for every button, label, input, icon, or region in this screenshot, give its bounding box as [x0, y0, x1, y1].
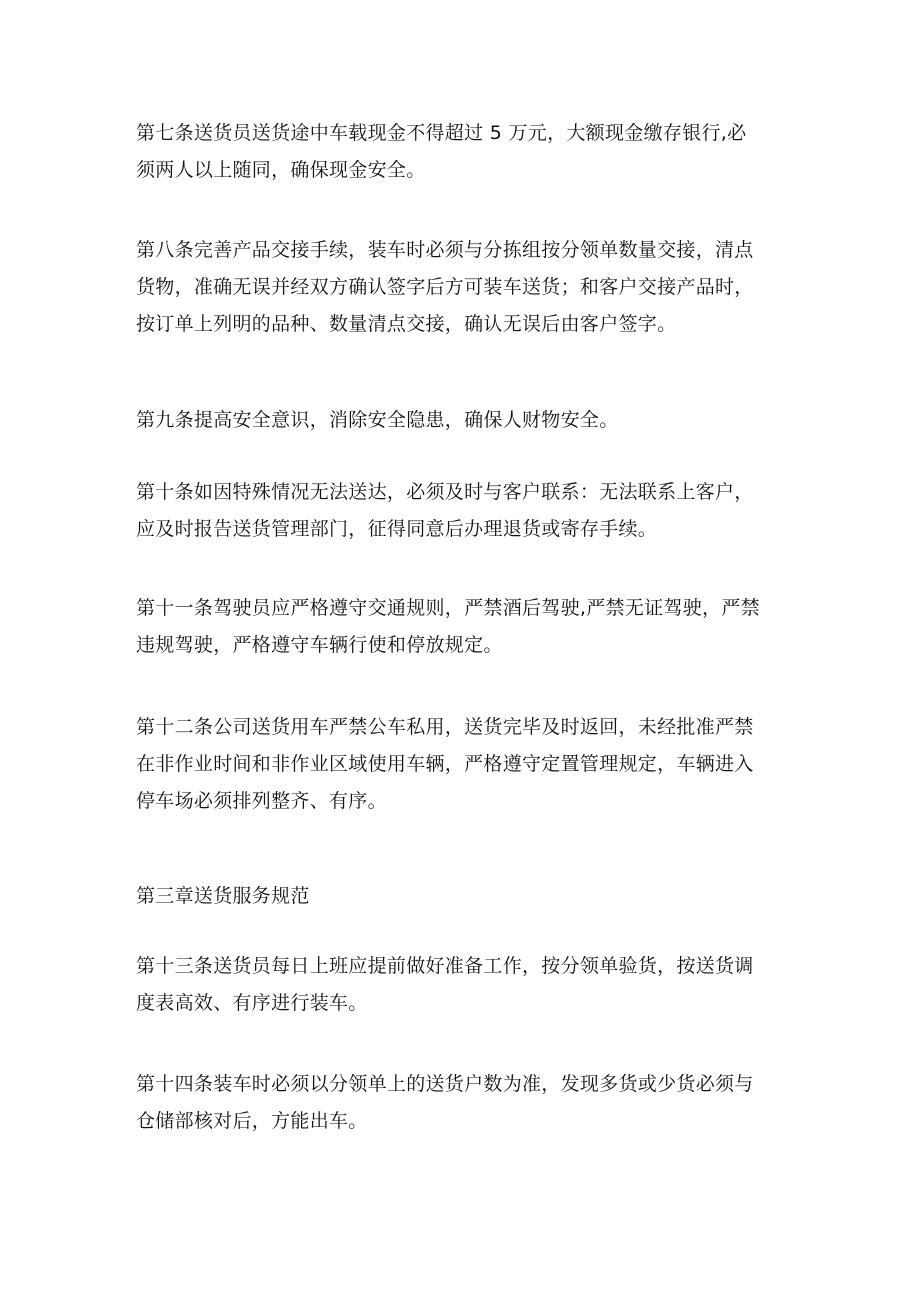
article-7-paragraph: [136, 115, 796, 189]
article-8-paragraph: [136, 232, 796, 343]
article-10-line-2: 应及时报告送货管理部门，征得同意后办理退货或寄存手续。: [136, 518, 658, 540]
article-14-line-1: 第十四条装车时必须以分领单上的送货户数为准，发现多货或少货必须与: [136, 1073, 754, 1095]
article-12-line-2: 在非作业时间和非作业区域使用车辆，严格遵守定置管理规定，车辆进入: [136, 753, 754, 775]
article-7-line-2: 须两人以上随同，确保现金安全。: [136, 159, 426, 181]
article-8-line-2: 货物，准确无误并经双方确认签字后方可装车送货；和客户交接产品时，: [136, 276, 754, 298]
article-10-line-1: 第十条如因特殊情况无法送达，必须及时与客户联系：无法联系上客户，: [136, 481, 754, 503]
article-9-line-1: 第九条提高安全意识，消除安全隐患，确保人财物安全。: [136, 409, 619, 431]
article-11-line-2: 违规驾驶，严格遵守车辆行使和停放规定。: [136, 634, 503, 656]
article-11-line-1: 第十一条驾驶员应严格遵守交通规则，严禁酒后驾驶,严禁无证驾驶，严禁: [136, 597, 760, 619]
chapter-3-title: 第三章送货服务规范: [136, 885, 310, 907]
article-13-paragraph: [136, 948, 796, 1022]
article-13-line-2: 度表高效、有序进行装车。: [136, 992, 368, 1014]
article-12-paragraph: [136, 709, 796, 820]
article-14-paragraph: [136, 1066, 796, 1140]
article-8-line-3: 按订单上列明的品种、数量清点交接，确认无误后由客户签字。: [136, 313, 677, 335]
article-12-line-1: 第十二条公司送货用车严禁公车私用，送货完毕及时返回，未经批准严禁: [136, 716, 754, 738]
article-12-line-3: 停车场必须排列整齐、有序。: [136, 790, 387, 812]
article-7-line-1: 第七条送货员送货途中车载现金不得超过 5 万元，大额现金缴存银行,必: [136, 122, 747, 144]
article-10-paragraph: [136, 474, 796, 548]
article-13-line-1: 第十三条送货员每日上班应提前做好准备工作，按分领单验货，按送货调: [136, 955, 754, 977]
article-8-line-1: 第八条完善产品交接手续，装车时必须与分拣组按分领单数量交接，清点: [136, 239, 754, 261]
chapter-3-heading: [136, 878, 796, 915]
article-14-line-2: 仓储部核对后，方能出车。: [136, 1110, 368, 1132]
article-9-paragraph: [136, 402, 796, 439]
article-11-paragraph: [136, 590, 796, 664]
